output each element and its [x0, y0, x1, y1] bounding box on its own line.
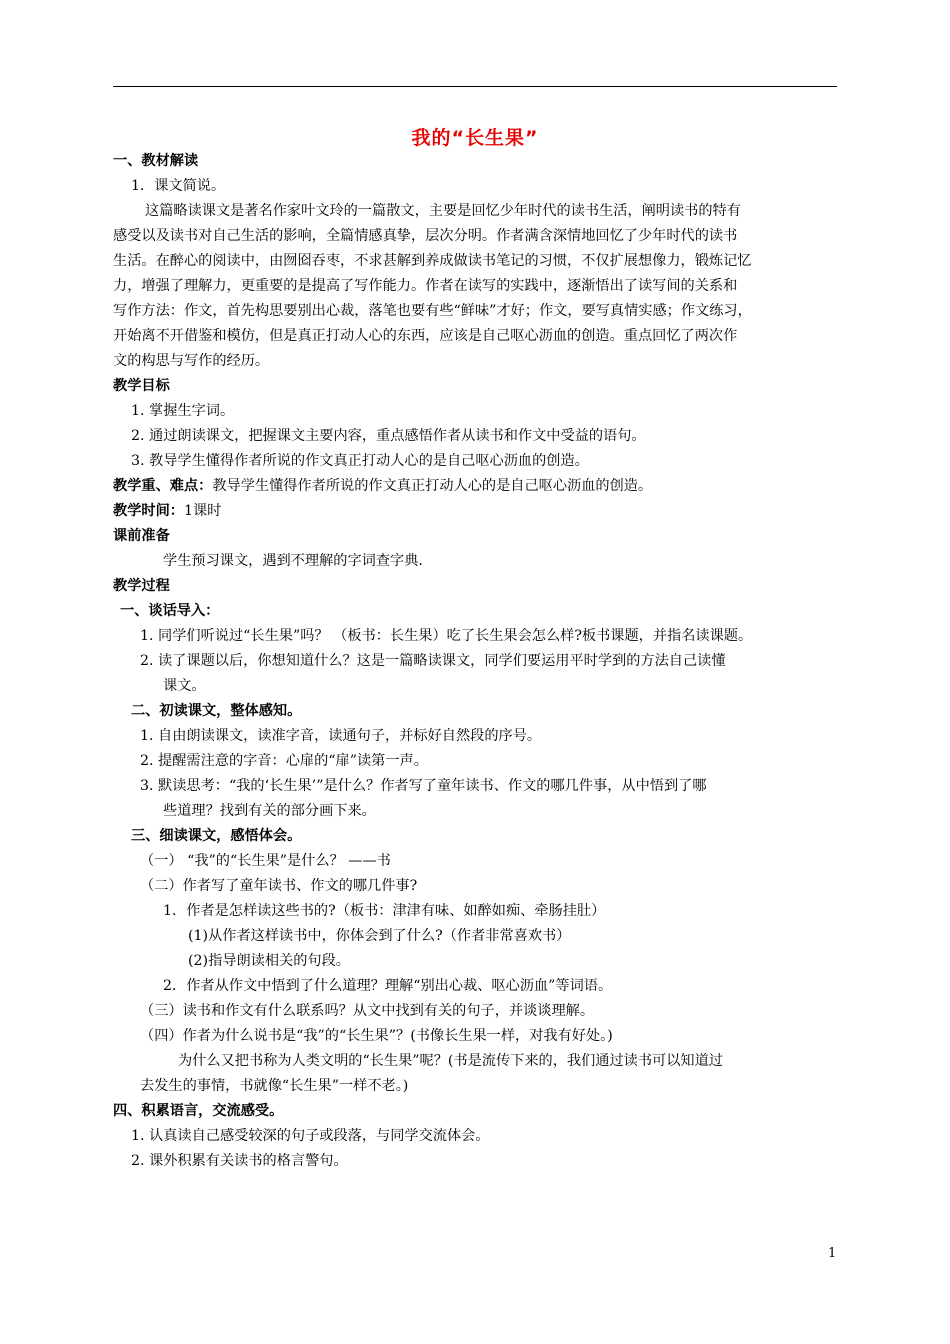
key-points — [113, 476, 652, 496]
section-heading-prep: 课前准备 — [113, 528, 170, 544]
process-line: （三）读书和作文有什么联系吗？从文中找到有关的句子，并谈谈理解。 — [140, 1003, 595, 1019]
process-step-heading: 一、谈话导入： — [120, 603, 220, 619]
summary-line: 力，增强了理解力，更重要的是提高了写作能力。作者在读写的实践中，逐渐悟出了读写间的关系和 — [113, 278, 738, 294]
page-number: 1 — [828, 1246, 837, 1261]
summary-line: 这篇略读课文是著名作家叶文玲的一篇散文，主要是回忆少年时代的读书生活，阐明读书的特有 — [145, 203, 741, 219]
process-item: 1. 同学们听说过“长生果”吗？ （板书：长生果）吃了长生果会怎么样?板书课题，并指名读课题。 — [140, 628, 753, 644]
key-points-text: 教导学生懂得作者所说的作文真正打动人心的是自己呕心沥血的创造。 — [212, 478, 653, 494]
process-step-heading: 三、细读课文，感悟体会。 — [131, 828, 302, 844]
summary-line: 文的构思与写作的经历。 — [113, 353, 270, 369]
prep-text: 学生预习课文，遇到不理解的字词查字典. — [163, 553, 423, 569]
summary-line: 写作方法：作文，首先构思要别出心裁，落笔也要有些“鲜味”才好；作文，要写真情实感；作文练习， — [113, 303, 752, 319]
process-line: （二）作者写了童年读书、作文的哪几件事? — [140, 878, 418, 894]
process-line: 去发生的事情，书就像“长生果”一样不老。) — [140, 1078, 409, 1094]
goal-item: 1. 掌握生字词。 — [131, 403, 235, 419]
page-title: 我的“长生果” — [411, 127, 539, 149]
goal-item: 3. 教导学生懂得作者所说的作文真正打动人心的是自己呕心沥血的创造。 — [131, 453, 589, 469]
teaching-time — [113, 501, 221, 521]
process-line: 1．作者是怎样读这些书的?（板书：津津有味、如醉如痴、牵肠挂肚） — [163, 903, 606, 919]
process-line: (1)从作者这样读书中，你体会到了什么?（作者非常喜欢书） — [188, 928, 571, 944]
section-heading-goals: 教学目标 — [113, 378, 170, 394]
process-line: 2．作者从作文中悟到了什么道理？理解“别出心裁、呕心沥血”等词语。 — [163, 978, 613, 994]
goal-item: 2. 通过朗读课文，把握课文主要内容，重点感悟作者从读书和作文中受益的语句。 — [131, 428, 646, 444]
accumulate-item: 1. 认真读自己感受较深的句子或段落，与同学交流体会。 — [131, 1128, 490, 1144]
section-heading-accumulate: 四、积累语言，交流感受。 — [113, 1103, 284, 1119]
process-item-continuation: 课文。 — [163, 678, 206, 694]
subheading-summary: 1．课文简说。 — [131, 178, 226, 194]
summary-line: 感受以及读书对自己生活的影响，全篇情感真挚，层次分明。作者满含深情地回忆了少年时代的读书 — [113, 228, 738, 244]
process-line: 为什么又把书称为人类文明的“长生果”呢？(书是流传下来的，我们通过读书可以知道过 — [178, 1053, 723, 1069]
accumulate-item: 2. 课外积累有关读书的格言警句。 — [131, 1153, 348, 1169]
process-item: 3. 默读思考：“我的‘长生果’”是什么？作者写了童年读书、作文的哪几件事，从中悟到了哪 — [140, 778, 707, 794]
process-line: (2)指导朗读相关的句段。 — [188, 953, 350, 969]
process-item-continuation: 些道理？找到有关的部分画下来。 — [163, 803, 376, 819]
summary-line: 生活。在醉心的阅读中，由囫囵吞枣，不求甚解到养成做读书笔记的习惯，不仅扩展想像力，锻炼记忆 — [113, 253, 752, 269]
key-points-label: 教学重、难点： — [113, 478, 213, 494]
section-heading-process: 教学过程 — [113, 578, 170, 594]
teaching-time-label: 教学时间： — [113, 503, 184, 519]
process-line: （四）作者为什么说书是“我”的“长生果”？(书像长生果一样，对我有好处。) — [140, 1028, 613, 1044]
process-line: （一） “我”的“长生果”是什么？ ——书 — [140, 853, 391, 869]
section-heading-textbook: 一、教材解读 — [113, 153, 199, 169]
process-item: 2. 读了课题以后，你想知道什么？这是一篇略读课文，同学们要运用平时学到的方法自己读懂 — [140, 653, 726, 669]
header-rule — [113, 86, 837, 87]
summary-line: 开始离不开借鉴和模仿，但是真正打动人心的东西，应该是自己呕心沥血的创造。重点回忆了两次作 — [113, 328, 738, 344]
teaching-time-text: 1课时 — [183, 503, 222, 519]
process-item: 1. 自由朗读课文，读准字音，读通句子，并标好自然段的序号。 — [140, 728, 542, 744]
process-item: 2. 提醒需注意的字音：心扉的“扉”读第一声。 — [140, 753, 428, 769]
process-step-heading: 二、初读课文，整体感知。 — [131, 703, 302, 719]
